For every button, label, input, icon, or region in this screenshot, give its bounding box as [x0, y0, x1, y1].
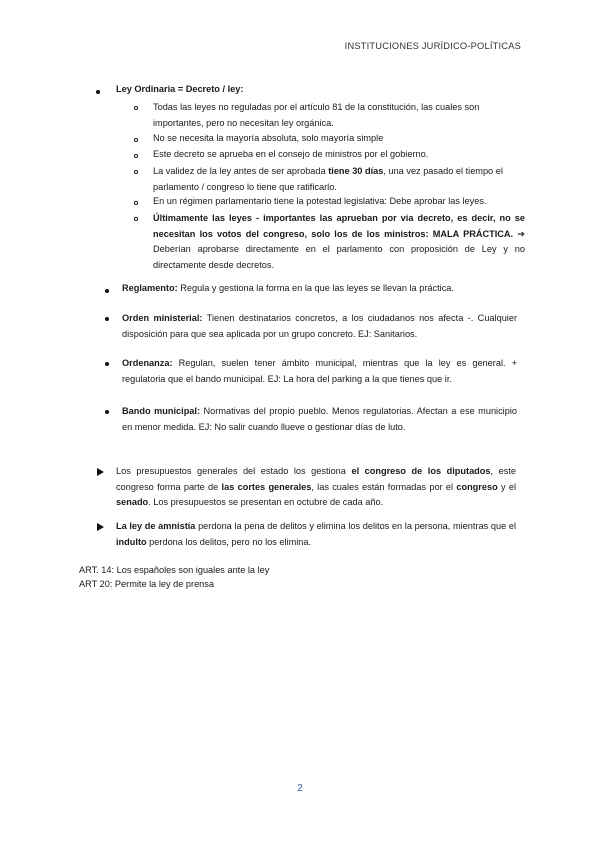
ley-ordinaria-heading: Ley Ordinaria = Decreto / ley:: [116, 84, 244, 94]
bullet-icon: [105, 289, 109, 293]
sub-item-consejo: Este decreto se aprueba en el consejo de ministros por el gobierno.: [153, 149, 429, 159]
bullet-icon: [105, 317, 109, 321]
orden-ministerial-item: Orden ministerial: Tienen destinatarios concretos, a los ciudadanos nos afecta -. Cualquier disposición para que sea aplicada por un grupo concreto. EJ: Sanitarios.: [122, 313, 518, 339]
page-number: 2: [297, 783, 303, 794]
sub-bullet-icon: [134, 106, 138, 110]
sub-bullet-icon: [134, 170, 138, 174]
sub-bullet-icon: [134, 154, 138, 158]
bando-municipal-item: Bando municipal: Normativas del propio pueblo. Menos regulatorias. Afectan a ese municipio en menor medida. EJ: No salir cuando llueve o gestionar días de luto.: [122, 406, 517, 432]
bullet-icon: [105, 410, 109, 414]
sub-bullet-icon: [134, 138, 138, 142]
sub-bullet-icon: [134, 217, 138, 221]
arrow-icon: ➔: [517, 228, 525, 239]
page-header: INSTITUCIONES JURÍDICO-POLÍTICAS: [344, 41, 521, 51]
presupuestos-item: Los presupuestos generales del estado los gestiona el congreso de los diputados, este congreso forma parte de las cortes generales, las cuales están formadas por el congreso y el senado. Los presupuestos se presentan en octubre de cada año.: [116, 466, 516, 507]
arrow-bullet-icon: [97, 468, 104, 476]
arrow-bullet-icon: [97, 523, 104, 531]
sub-item-articulo-81: Todas las leyes no reguladas por el artículo 81 de la constitución, las cuales son importantes, pero no necesitan ley orgánica.: [153, 102, 480, 128]
article-14: ART. 14: Los españoles son iguales ante la ley: [79, 565, 270, 575]
sub-item-mayoria: No se necesita la mayoría absoluta, solo mayoría simple: [153, 133, 384, 143]
article-20: ART 20: Permite la ley de prensa: [79, 579, 214, 589]
sub-item-mala-practica: Últimamente las leyes - importantes las aprueban por vía decreto, es decir, no se necesitan los votos del congreso, solo los de los ministros: MALA PRÁCTICA. ➔ Deberían aprobarse directamente en el parlamento con proposición de Ley y no directamente desde decretos.: [153, 213, 525, 270]
sub-item-regimen: En un régimen parlamentario tiene la potestad legislativa: Debe aprobar las leyes.: [153, 196, 487, 206]
bullet-icon: [105, 362, 109, 366]
bullet-icon: [96, 90, 100, 94]
sub-bullet-icon: [134, 201, 138, 205]
sub-item-validez: La validez de la ley antes de ser aprobada tiene 30 días, una vez pasado el tiempo el parlamento / congreso lo tiene que ratificarlo.: [153, 166, 503, 192]
reglamento-item: Reglamento: Regula y gestiona la forma en la que las leyes se llevan la práctica.: [122, 283, 454, 293]
ordenanza-item: Ordenanza: Regulan, suelen tener ámbito municipal, mientras que la ley es general. + regulatoria que el bando municipal. EJ: La hora del parking a la que tienes que ir.: [122, 358, 517, 384]
amnistia-item: La ley de amnistía perdona la pena de delitos y elimina los delitos en la persona, mientras que el indulto perdona los delitos, pero no los elimina.: [116, 521, 516, 547]
